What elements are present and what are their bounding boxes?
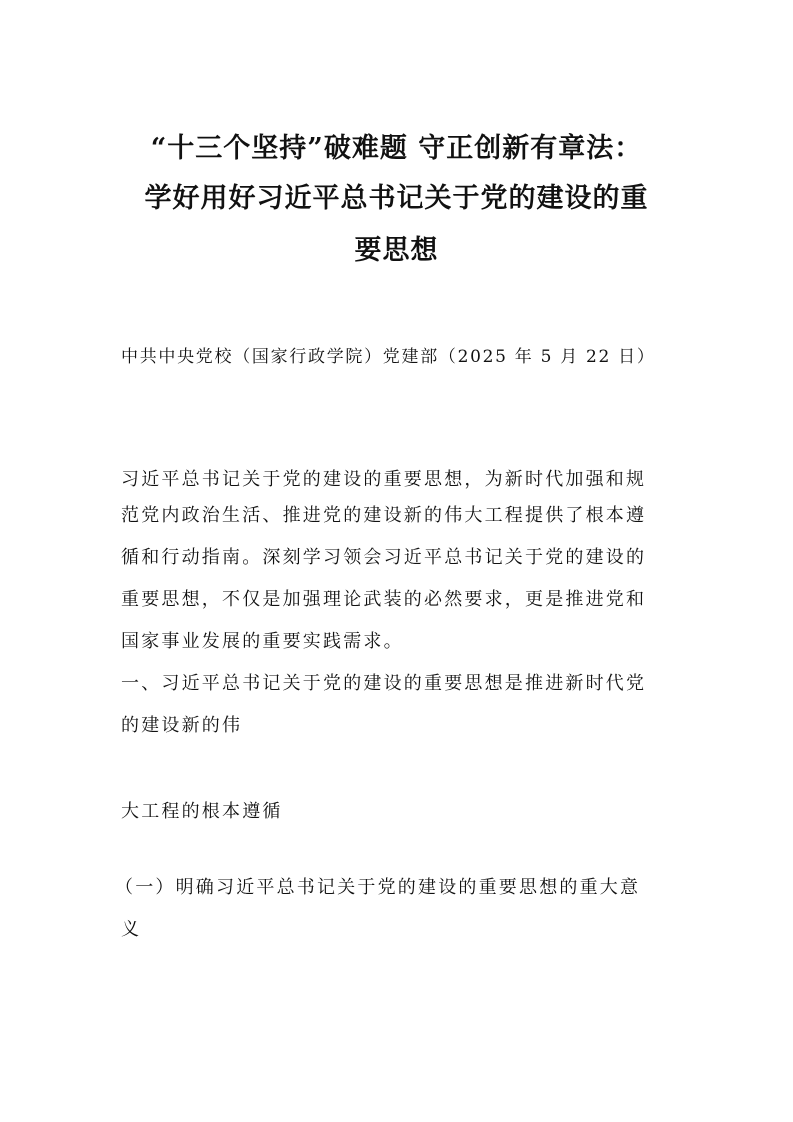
author-byline: 中共中央党校（国家行政学院）党建部（2025 年 5 月 22 日） bbox=[121, 347, 656, 367]
subsection-heading-line: 义 bbox=[121, 919, 142, 940]
intro-paragraph-line: 重要思想，不仅是加强理论武装的必然要求，更是推进党和 bbox=[121, 589, 647, 610]
section-heading-line: 一、习近平总书记关于党的建设的重要思想是推进新时代党 bbox=[121, 673, 647, 694]
intro-paragraph-line: 循和行动指南。深刻学习领会习近平总书记关于党的建设的 bbox=[121, 547, 647, 568]
section-heading-line: 大工程的根本遵循 bbox=[121, 801, 283, 822]
section-heading-line: 的建设新的伟 bbox=[121, 715, 243, 736]
subsection-heading-line: （一）明确习近平总书记关于党的建设的重要思想的重大意 bbox=[115, 877, 641, 898]
document-title-line-1: “十三个坚持”破难题 守正创新有章法： bbox=[150, 133, 643, 164]
intro-paragraph-line: 范党内政治生活、推进党的建设新的伟大工程提供了根本遵 bbox=[121, 505, 647, 526]
document-title-line-3: 要思想 bbox=[354, 235, 439, 266]
document-title-line-2: 学好用好习近平总书记关于党的建设的重 bbox=[144, 183, 649, 214]
intro-paragraph-line: 习近平总书记关于党的建设的重要思想，为新时代加强和规 bbox=[121, 469, 647, 490]
intro-paragraph-line: 国家事业发展的重要实践需求。 bbox=[121, 631, 404, 652]
